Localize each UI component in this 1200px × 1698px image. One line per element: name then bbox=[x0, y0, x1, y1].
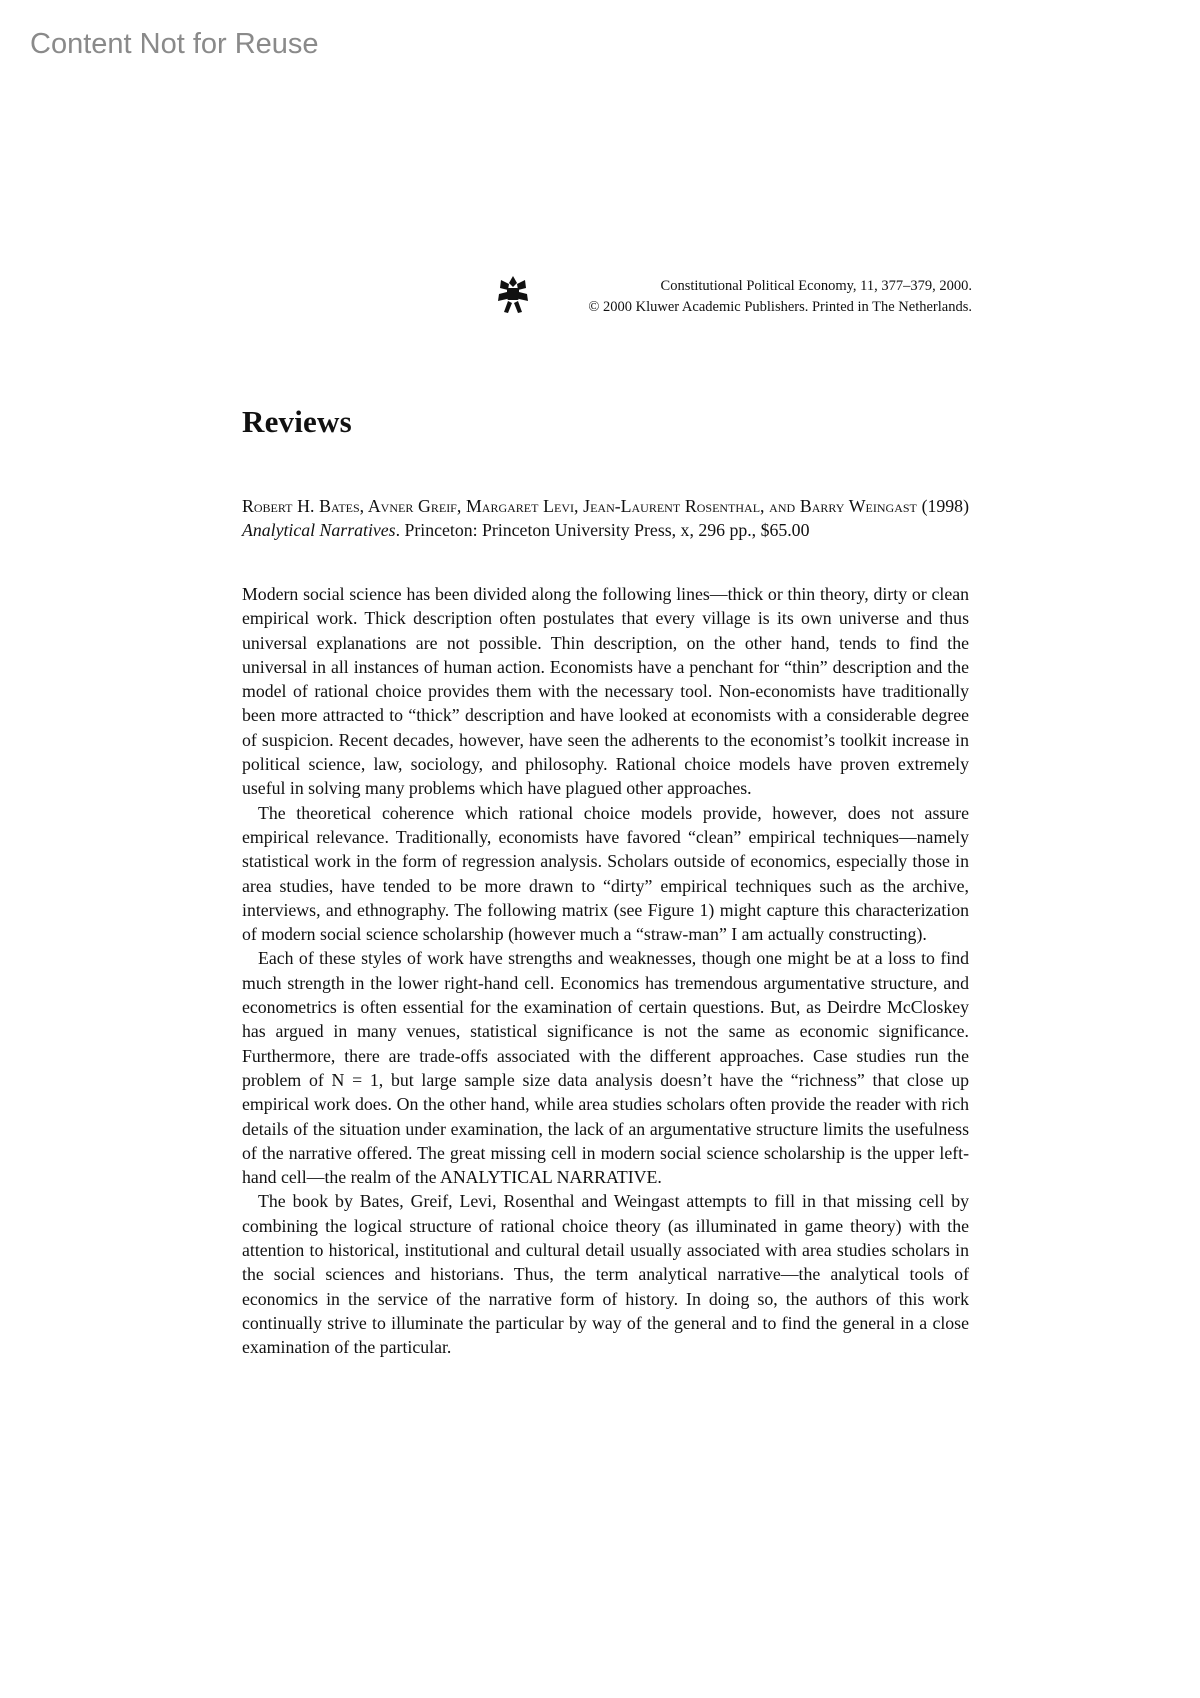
citation-title: Analytical Narratives bbox=[242, 520, 396, 540]
journal-citation: Constitutional Political Economy, 11, 377–379, 2000. bbox=[660, 278, 972, 294]
paragraph: Modern social science has been divided along the following lines—thick or thin theory, dirty or clean empirical work. Thick description often postulates that every village is its own universe and thus universal explanations are not possible. Thin description, on the other hand, tends to find the universal in all instances of human action. Economists have a penchant for “thin” description and the model of rational choice provides them with the necessary tool. Non-economists have traditionally been more attracted to “thick” description and have looked at economists with a considerable degree of suspicion. Recent decades, however, have seen the adherents to the economist’s toolkit increase in political science, law, sociology, and philosophy. Rational choice models have proven extremely useful in solving many problems which have plagued other approaches. bbox=[242, 584, 969, 799]
paragraph: The book by Bates, Greif, Levi, Rosenthal and Weingast attempts to fill in that missing cell by combining the logical structure of rational choice theory (as illuminated in game theory) with the attention to historical, institutional and cultural detail usually associated with area studies scholars in the social sciences and historians. Thus, the term analytical narrative—the analytical tools of economics in the service of the narrative form of history. In doing so, the authors of this work continually strive to illuminate the particular by way of the general and to find the general in a close examination of the particular. bbox=[242, 1191, 969, 1358]
section-title: Reviews bbox=[242, 404, 352, 439]
copyright-line: © 2000 Kluwer Academic Publishers. Printed in The Netherlands. bbox=[588, 299, 972, 315]
citation-publisher: . Princeton: Princeton University Press, x, 296 pp., $65.00 bbox=[395, 520, 810, 540]
book-citation bbox=[242, 494, 969, 542]
paragraph: Each of these styles of work have strengths and weaknesses, though one might be at a loss to find much strength in the lower right-hand cell. Economics has tremendous argumentative structure, and econometrics is often essential for the examination of certain questions. But, as Deirdre McCloskey has argued in many venues, statistical significance is not the same as economic significance. Furthermore, there are trade-offs associated with the different approaches. Case studies run the problem of N = 1, but large sample size data analysis doesn’t have the “richness” that close up empirical work does. On the other hand, while area studies scholars often provide the reader with rich details of the situation under examination, the lack of an argumentative structure limits the usefulness of the narrative offered. The great missing cell in modern social science scholarship is the upper left-hand cell—the realm of the ANALYTICAL NARRATIVE. bbox=[242, 948, 969, 1188]
citation-authors: Robert H. Bates, Avner Greif, Margaret Levi, Jean-Laurent Rosenthal, and Barry Weingast bbox=[242, 496, 917, 516]
review-body bbox=[242, 582, 969, 1360]
publisher-logo-icon bbox=[496, 274, 530, 314]
watermark: Content Not for Reuse bbox=[30, 28, 319, 60]
citation-year: (1998) bbox=[916, 496, 969, 516]
paragraph: The theoretical coherence which rational choice models provide, however, does not assure empirical relevance. Traditionally, economists have favored “clean” empirical techniques—namely statistical work in the form of regression analysis. Scholars outside of economics, especially those in area studies, have tended to be more drawn to “dirty” empirical techniques such as the archive, interviews, and ethnography. The following matrix (see Figure 1) might capture this characterization of modern social science scholarship (however much a “straw-man” I am actually constructing). bbox=[242, 802, 969, 945]
